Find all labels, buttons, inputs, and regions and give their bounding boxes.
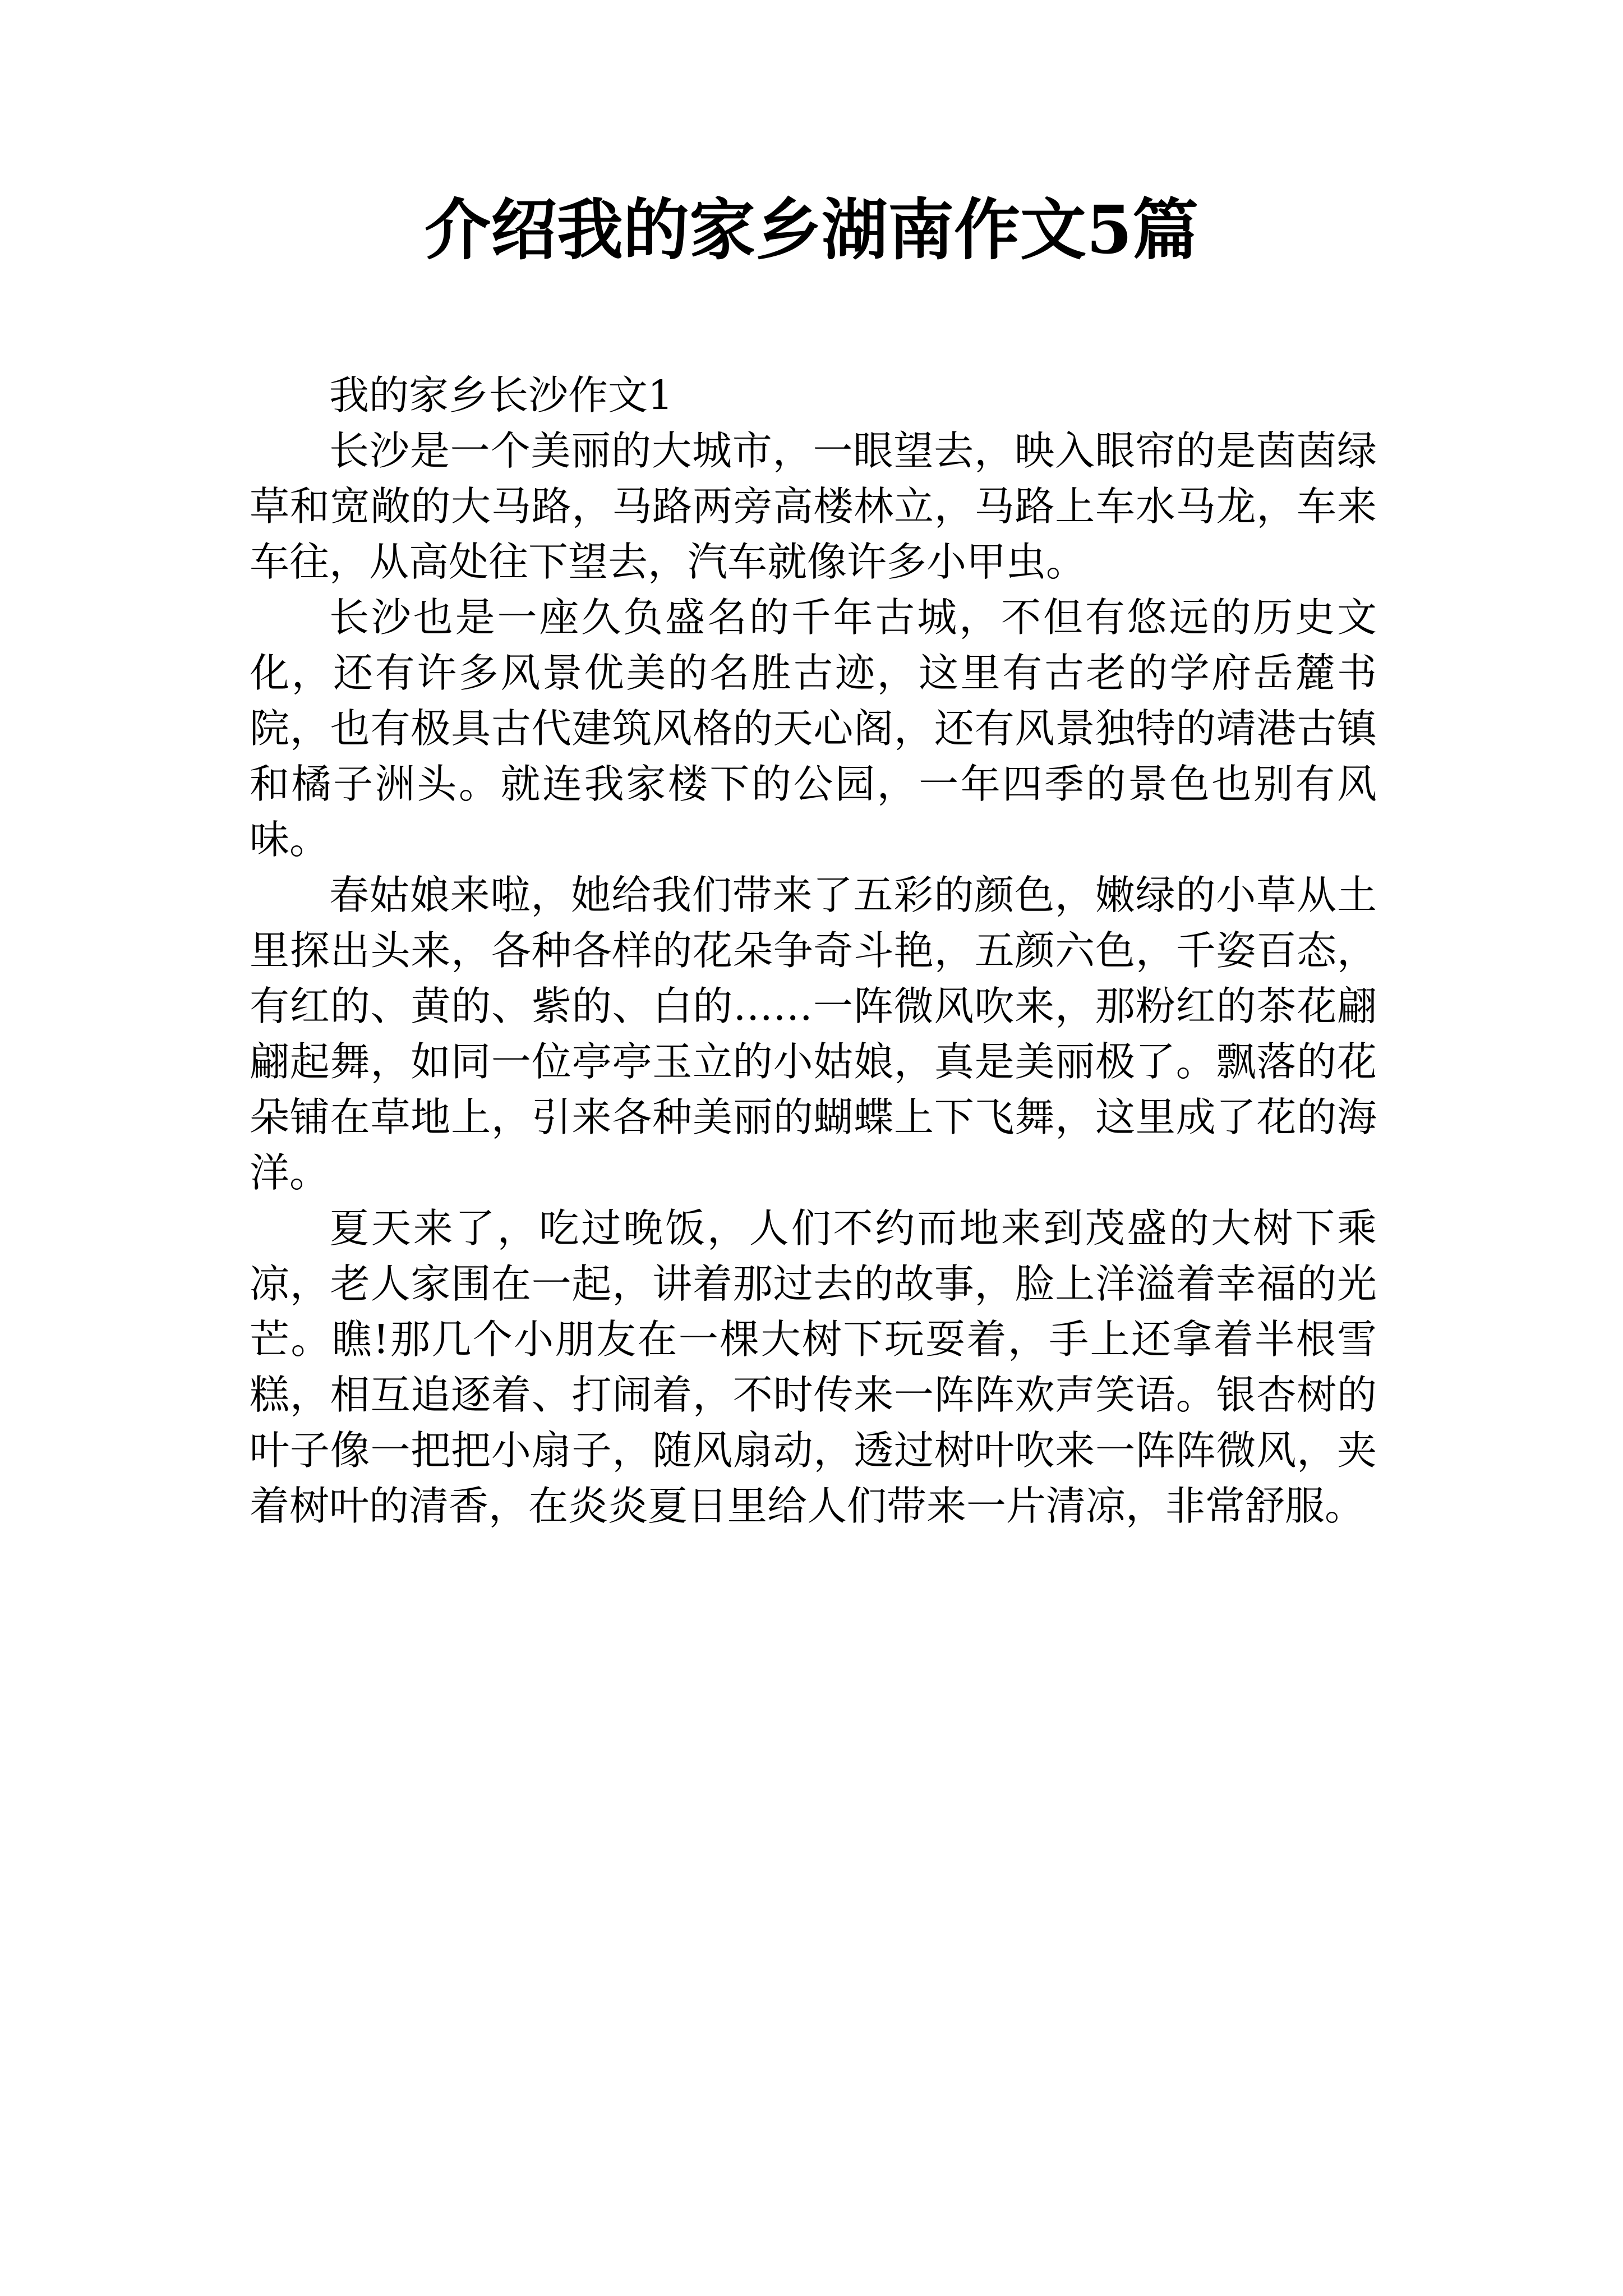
document-title: 介绍我的家乡湖南作文5篇 <box>424 191 1199 269</box>
paragraph-2: 长沙也是一座久负盛名的千年古城，不但有悠远的历史文化，还有许多风景优美的名胜古迹，这里有古老的学府岳麓书院，也有极具古代建筑风格的天心阁，还有风景独特的靖港古镇和橘子洲头。就连我家楼下的公园，一年四季的景色也别有风味。 <box>250 594 1377 863</box>
document-body <box>250 367 1377 1534</box>
paragraph-4: 夏天来了，吃过晚饭，人们不约而地来到茂盛的大树下乘凉，老人家围在一起，讲着那过去的故事，脸上洋溢着幸福的光芒。瞧!那几个小朋友在一棵大树下玩耍着，手上还拿着半根雪糕，相互追逐着、打闹着，不时传来一阵阵欢声笑语。银杏树的叶子像一把把小扇子，随风扇动，透过树叶吹来一阵阵微风，夹着树叶的清香，在炎炎夏日里给人们带来一片清凉，非常舒服。 <box>250 1205 1377 1529</box>
paragraph-1: 长沙是一个美丽的大城市，一眼望去，映入眼帘的是茵茵绿草和宽敞的大马路，马路两旁高楼林立，马路上车水马龙，车来车往，从高处往下望去，汽车就像许多小甲虫。 <box>250 427 1377 585</box>
paragraph-3: 春姑娘来啦，她给我们带来了五彩的颜色，嫩绿的小草从土里探出头来，各种各样的花朵争奇斗艳，五颜六色，千姿百态，有红的、黄的、紫的、白的……一阵微风吹来，那粉红的茶花翩翩起舞，如同一位亭亭玉立的小姑娘，真是美丽极了。飘落的花朵铺在草地上，引来各种美丽的蝴蝶上下飞舞，这里成了花的海洋。 <box>250 872 1377 1196</box>
section-heading: 我的家乡长沙作文1 <box>329 372 674 418</box>
